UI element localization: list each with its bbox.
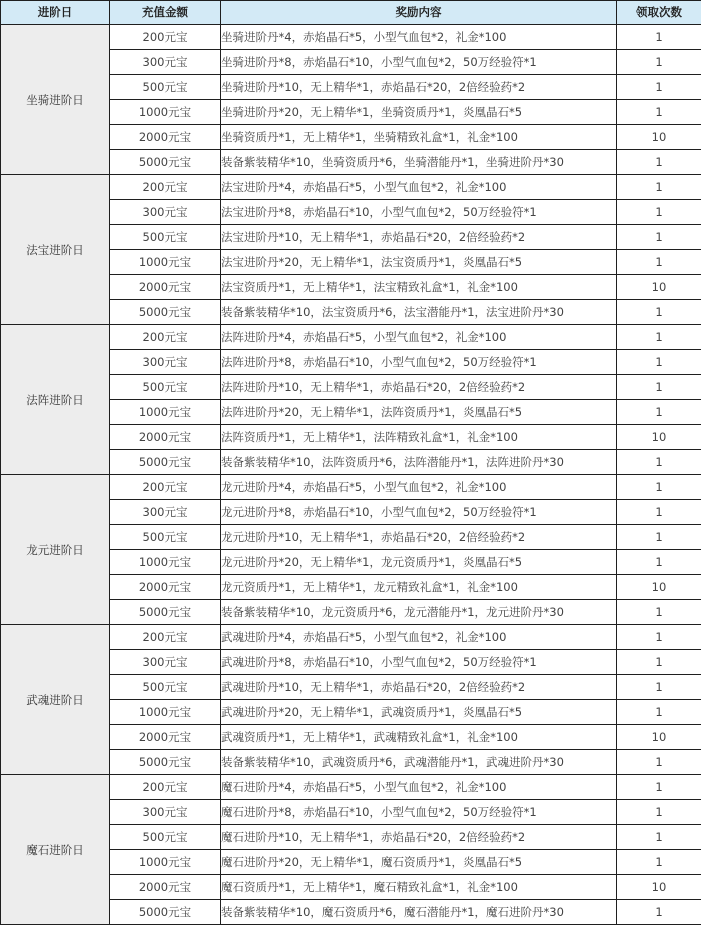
count-cell: 1 [617,500,701,525]
table-body [1,25,701,925]
amount-cell: 2000元宝 [110,725,221,750]
count-cell: 1 [617,475,701,500]
table-row [1,625,701,650]
content-cell: 法宝进阶丹*4，赤焰晶石*5，小型气血包*2，礼金*100 [221,175,617,200]
count-cell: 1 [617,225,701,250]
amount-cell: 2000元宝 [110,125,221,150]
count-cell: 1 [617,325,701,350]
count-cell: 1 [617,100,701,125]
content-cell: 坐骑资质丹*1，无上精华*1，坐骑精致礼盒*1，礼金*100 [221,125,617,150]
count-cell: 1 [617,375,701,400]
content-cell: 法阵进阶丹*20，无上精华*1，法阵资质丹*1，炎凰晶石*5 [221,400,617,425]
amount-cell: 200元宝 [110,625,221,650]
count-cell: 1 [617,150,701,175]
content-cell: 法宝进阶丹*8，赤焰晶石*10，小型气血包*2，50万经验符*1 [221,200,617,225]
content-cell: 魔石进阶丹*4，赤焰晶石*5，小型气血包*2，礼金*100 [221,775,617,800]
amount-cell: 200元宝 [110,175,221,200]
amount-cell: 5000元宝 [110,150,221,175]
amount-cell: 200元宝 [110,475,221,500]
amount-cell: 200元宝 [110,325,221,350]
count-cell: 1 [617,350,701,375]
day-cell: 法阵进阶日 [1,325,110,475]
amount-cell: 2000元宝 [110,425,221,450]
amount-cell: 300元宝 [110,350,221,375]
count-cell: 10 [617,575,701,600]
count-cell: 1 [617,600,701,625]
count-cell: 1 [617,675,701,700]
count-cell: 1 [617,650,701,675]
content-cell: 武魂资质丹*1，无上精华*1，武魂精致礼盒*1，礼金*100 [221,725,617,750]
count-cell: 1 [617,525,701,550]
count-cell: 1 [617,750,701,775]
count-cell: 1 [617,25,701,50]
content-cell: 装备紫装精华*10，龙元资质丹*6，龙元潜能丹*1，龙元进阶丹*30 [221,600,617,625]
amount-cell: 2000元宝 [110,875,221,900]
count-cell: 1 [617,50,701,75]
count-cell: 1 [617,800,701,825]
count-cell: 1 [617,250,701,275]
content-cell: 魔石进阶丹*10，无上精华*1，赤焰晶石*20，2倍经验药*2 [221,825,617,850]
header-day: 进阶日 [1,1,110,25]
amount-cell: 1000元宝 [110,850,221,875]
content-cell: 装备紫装精华*10，魔石资质丹*6，魔石潜能丹*1，魔石进阶丹*30 [221,900,617,925]
count-cell: 10 [617,725,701,750]
count-cell: 1 [617,75,701,100]
count-cell: 10 [617,875,701,900]
amount-cell: 200元宝 [110,775,221,800]
count-cell: 10 [617,125,701,150]
table-row [1,325,701,350]
content-cell: 法阵进阶丹*8，赤焰晶石*10，小型气血包*2，50万经验符*1 [221,350,617,375]
content-cell: 龙元资质丹*1，无上精华*1，龙元精致礼盒*1，礼金*100 [221,575,617,600]
content-cell: 坐骑进阶丹*10，无上精华*1，赤焰晶石*20，2倍经验药*2 [221,75,617,100]
count-cell: 1 [617,625,701,650]
content-cell: 坐骑进阶丹*4，赤焰晶石*5，小型气血包*2，礼金*100 [221,25,617,50]
count-cell: 1 [617,175,701,200]
amount-cell: 300元宝 [110,50,221,75]
amount-cell: 1000元宝 [110,100,221,125]
content-cell: 装备紫装精华*10，坐骑资质丹*6，坐骑潜能丹*1，坐骑进阶丹*30 [221,150,617,175]
table-row [1,25,701,50]
amount-cell: 300元宝 [110,650,221,675]
content-cell: 龙元进阶丹*20，无上精华*1，龙元资质丹*1，炎凰晶石*5 [221,550,617,575]
content-cell: 法阵进阶丹*4，赤焰晶石*5，小型气血包*2，礼金*100 [221,325,617,350]
amount-cell: 2000元宝 [110,575,221,600]
content-cell: 龙元进阶丹*4，赤焰晶石*5，小型气血包*2，礼金*100 [221,475,617,500]
content-cell: 装备紫装精华*10，法阵资质丹*6，法阵潜能丹*1，法阵进阶丹*30 [221,450,617,475]
count-cell: 1 [617,775,701,800]
day-cell: 武魂进阶日 [1,625,110,775]
content-cell: 魔石资质丹*1，无上精华*1，魔石精致礼盒*1，礼金*100 [221,875,617,900]
content-cell: 龙元进阶丹*8，赤焰晶石*10，小型气血包*2，50万经验符*1 [221,500,617,525]
count-cell: 1 [617,400,701,425]
header-count: 领取次数 [617,1,701,25]
amount-cell: 500元宝 [110,825,221,850]
amount-cell: 200元宝 [110,25,221,50]
header-row [1,1,701,25]
content-cell: 坐骑进阶丹*20，无上精华*1，坐骑资质丹*1，炎凰晶石*5 [221,100,617,125]
amount-cell: 500元宝 [110,375,221,400]
content-cell: 法宝资质丹*1，无上精华*1，法宝精致礼盒*1，礼金*100 [221,275,617,300]
amount-cell: 500元宝 [110,75,221,100]
table-row [1,475,701,500]
amount-cell: 500元宝 [110,675,221,700]
amount-cell: 5000元宝 [110,900,221,925]
content-cell: 法宝进阶丹*20，无上精华*1，法宝资质丹*1，炎凰晶石*5 [221,250,617,275]
day-cell: 龙元进阶日 [1,475,110,625]
count-cell: 1 [617,450,701,475]
content-cell: 装备紫装精华*10，武魂资质丹*6，武魂潜能丹*1，武魂进阶丹*30 [221,750,617,775]
content-cell: 魔石进阶丹*20，无上精华*1，魔石资质丹*1，炎凰晶石*5 [221,850,617,875]
content-cell: 武魂进阶丹*8，赤焰晶石*10，小型气血包*2，50万经验符*1 [221,650,617,675]
header-amount: 充值金额 [110,1,221,25]
table-row [1,775,701,800]
count-cell: 1 [617,700,701,725]
count-cell: 10 [617,275,701,300]
amount-cell: 300元宝 [110,200,221,225]
amount-cell: 500元宝 [110,525,221,550]
amount-cell: 1000元宝 [110,400,221,425]
content-cell: 龙元进阶丹*10，无上精华*1，赤焰晶石*20，2倍经验药*2 [221,525,617,550]
amount-cell: 2000元宝 [110,275,221,300]
amount-cell: 500元宝 [110,225,221,250]
content-cell: 武魂进阶丹*4，赤焰晶石*5，小型气血包*2，礼金*100 [221,625,617,650]
content-cell: 法宝进阶丹*10，无上精华*1，赤焰晶石*20，2倍经验药*2 [221,225,617,250]
content-cell: 魔石进阶丹*8，赤焰晶石*10，小型气血包*2，50万经验符*1 [221,800,617,825]
count-cell: 1 [617,825,701,850]
day-cell: 魔石进阶日 [1,775,110,925]
amount-cell: 5000元宝 [110,750,221,775]
count-cell: 10 [617,425,701,450]
count-cell: 1 [617,200,701,225]
amount-cell: 5000元宝 [110,600,221,625]
amount-cell: 1000元宝 [110,250,221,275]
content-cell: 武魂进阶丹*20，无上精华*1，武魂资质丹*1，炎凰晶石*5 [221,700,617,725]
amount-cell: 5000元宝 [110,450,221,475]
amount-cell: 300元宝 [110,800,221,825]
count-cell: 1 [617,850,701,875]
day-cell: 坐骑进阶日 [1,25,110,175]
amount-cell: 300元宝 [110,500,221,525]
amount-cell: 1000元宝 [110,550,221,575]
header-content: 奖励内容 [221,1,617,25]
content-cell: 法阵资质丹*1，无上精华*1，法阵精致礼盒*1，礼金*100 [221,425,617,450]
table-header [1,1,701,25]
count-cell: 1 [617,900,701,925]
content-cell: 坐骑进阶丹*8，赤焰晶石*10，小型气血包*2，50万经验符*1 [221,50,617,75]
table-row [1,175,701,200]
amount-cell: 1000元宝 [110,700,221,725]
day-cell: 法宝进阶日 [1,175,110,325]
content-cell: 武魂进阶丹*10，无上精华*1，赤焰晶石*20，2倍经验药*2 [221,675,617,700]
content-cell: 装备紫装精华*10，法宝资质丹*6，法宝潜能丹*1，法宝进阶丹*30 [221,300,617,325]
count-cell: 1 [617,550,701,575]
amount-cell: 5000元宝 [110,300,221,325]
count-cell: 1 [617,300,701,325]
content-cell: 法阵进阶丹*10，无上精华*1，赤焰晶石*20，2倍经验药*2 [221,375,617,400]
